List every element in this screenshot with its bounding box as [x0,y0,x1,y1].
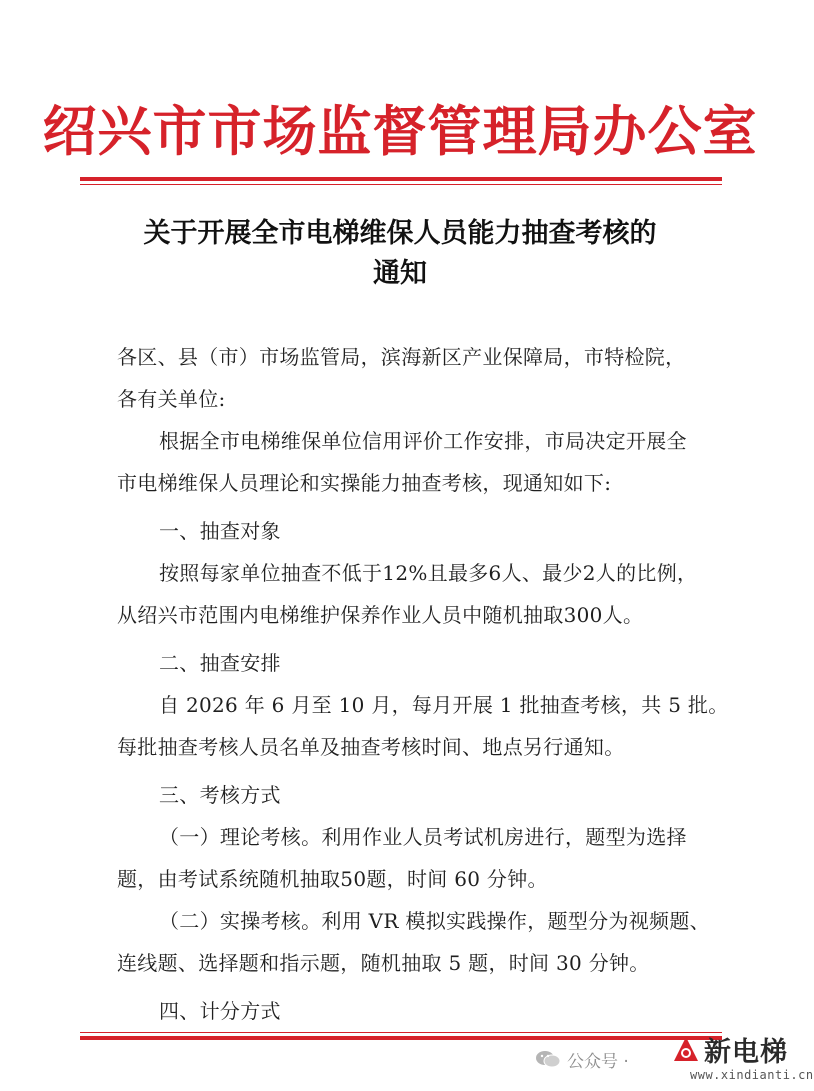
document-title [60,214,740,294]
body-line: 自 2026 年 6 月至 10 月，每月开展 1 批抽查考核，共 5 批。 [159,693,729,717]
body-line: （一）理论考核。利用作业人员考试机房进行，题型为选择 [159,825,687,849]
section-heading: 二、抽查安排 [159,651,281,675]
wechat-icon [535,1049,561,1069]
footer-rule-thin [80,1032,722,1033]
body-line: 各区、县（市）市场监管局，滨海新区产业保障局，市特检院， [117,345,686,369]
document-title-line-1: 关于开展全市电梯维保人员能力抽查考核的 [143,218,657,249]
elevator-logo-icon [672,1035,700,1065]
body-line: 从绍兴市范围内电梯维护保养作业人员中随机抽取300人。 [117,603,644,627]
header-rule-thin [80,184,722,185]
document-body [117,336,729,1032]
body-line: 按照每家单位抽查不低于12%且最多6人、最少2人的比例， [159,561,698,585]
body-line: 连线题、选择题和指示题，随机抽取 5 题，时间 30 分钟。 [117,951,650,975]
body-line: （二）实操考核。利用 VR 模拟实践操作，题型分为视频题、 [159,909,710,933]
organization-header: 绍兴市市场监督管理局办公室 [42,99,758,163]
section-heading: 三、考核方式 [159,783,281,807]
wechat-watermark [535,1042,629,1076]
document-title-line-2: 通知 [373,258,427,289]
watermark-text: 公众号 · [567,1051,629,1072]
footer-rule-thick [80,1036,722,1040]
brand-logo [672,1030,788,1069]
body-line: 题，由考试系统随机抽取50题，时间 60 分钟。 [117,867,548,891]
brand-name: 新电梯 [704,1037,788,1068]
body-line: 各有关单位: [117,387,226,411]
header-rule-thick [80,177,722,181]
body-line: 每批抽查考核人员名单及抽查考核时间、地点另行通知。 [117,735,625,759]
section-heading: 四、计分方式 [159,999,281,1023]
section-heading: 一、抽查对象 [159,519,281,543]
brand-url: www.xindianti.cn [690,1068,814,1082]
body-line: 市电梯维保人员理论和实操能力抽查考核，现通知如下: [117,471,612,495]
body-line: 根据全市电梯维保单位信用评价工作安排，市局决定开展全 [159,429,687,453]
